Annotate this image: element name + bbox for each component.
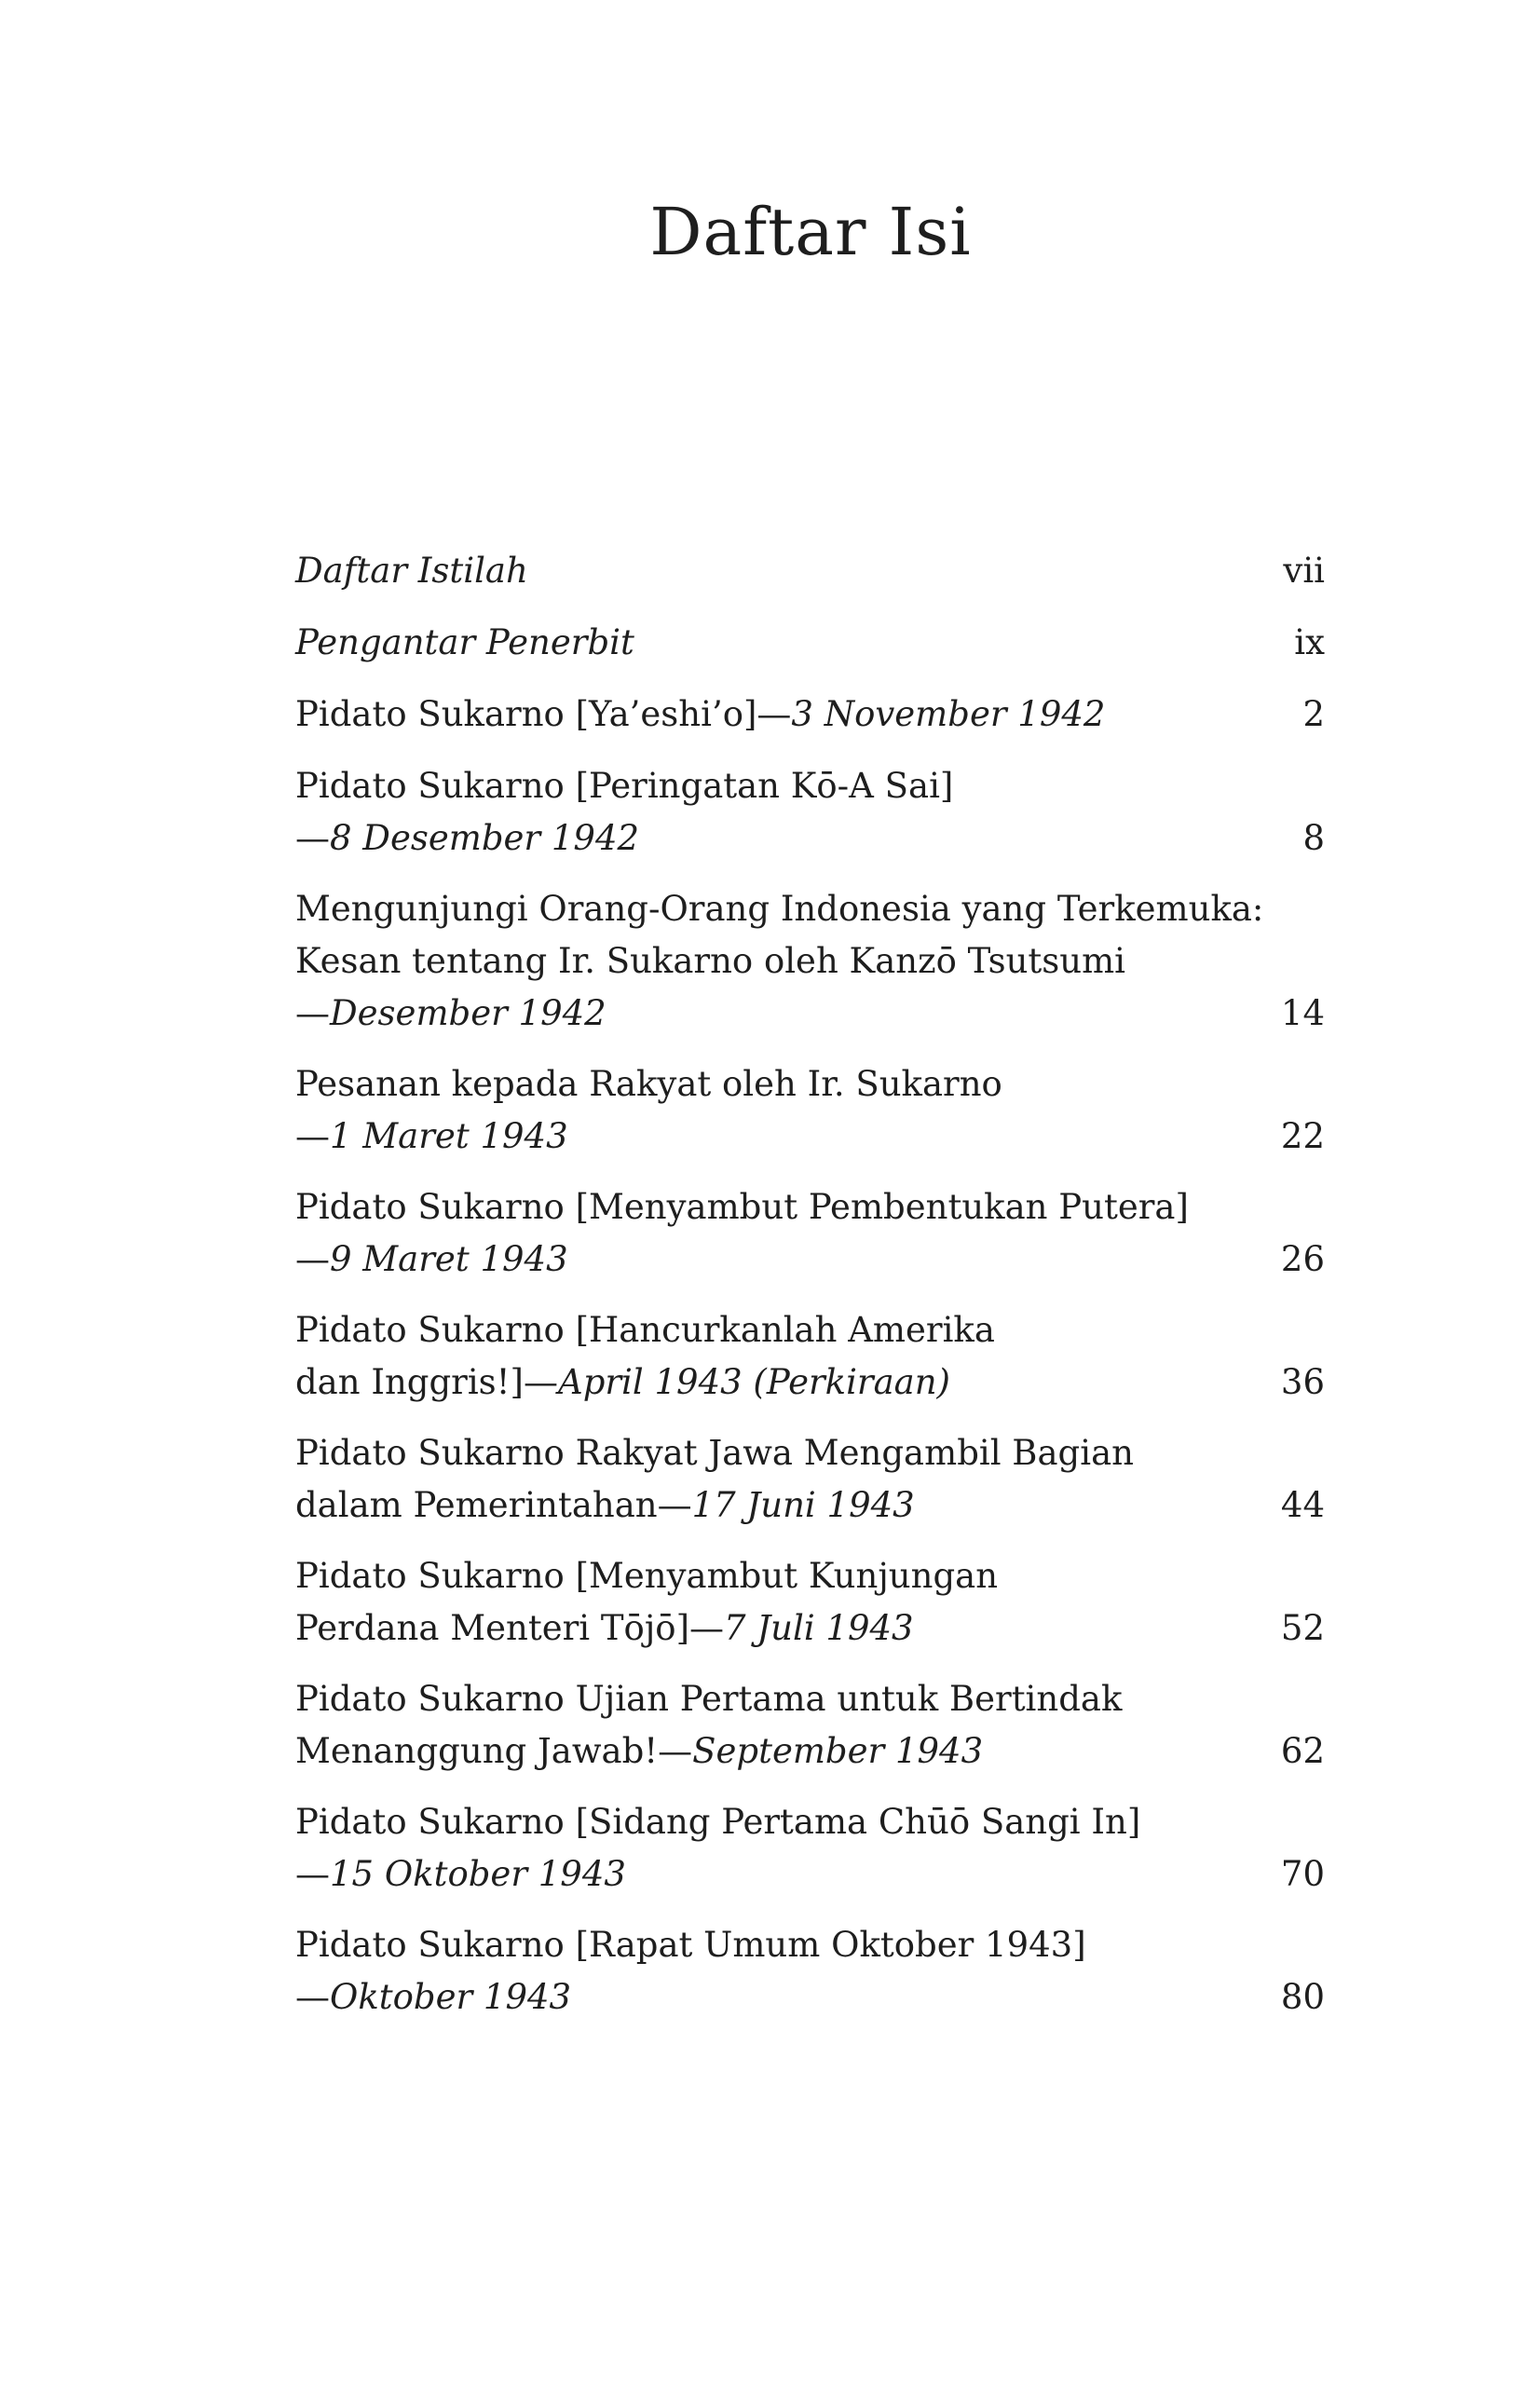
- entry-title: [295, 883, 1263, 1040]
- toc-entry: [295, 1181, 1325, 1286]
- toc-entry: [295, 1304, 1325, 1409]
- entry-title: [295, 1058, 1002, 1163]
- entry-title-line: [295, 1848, 1140, 1901]
- page-number: 44: [1280, 1485, 1325, 1525]
- page-number: 52: [1280, 1608, 1325, 1648]
- entry-title-text: —: [295, 1977, 330, 2017]
- toc-entry: [295, 1673, 1325, 1778]
- entry-title-line: [295, 1111, 1002, 1163]
- entry-title-line: [295, 1796, 1140, 1848]
- entry-date-text: Desember 1942: [330, 993, 606, 1033]
- entry-date-text: 17 Juni 1943: [691, 1485, 915, 1525]
- entry-date-text: Daftar Istilah: [295, 551, 528, 591]
- page-number: 8: [1302, 818, 1325, 858]
- entry-title-line: [295, 1304, 995, 1356]
- entry-title-line: [295, 688, 1105, 741]
- entry-title-text: Mengunjungi Orang-Orang Indonesia yang Terkemuka:: [295, 889, 1264, 929]
- entry-title: [295, 617, 634, 669]
- entry-title-text: Perdana Menteri Tōjō]—: [295, 1608, 725, 1648]
- entry-title-text: Pidato Sukarno [Menyambut Pembentukan Putera]: [295, 1187, 1189, 1227]
- toc-entry: [295, 617, 1325, 669]
- entry-title-text: —: [295, 993, 330, 1033]
- entry-title-line: [295, 935, 1263, 988]
- toc-entry: [295, 688, 1325, 741]
- entry-date-text: April 1943 (Perkiraan): [557, 1362, 950, 1402]
- entry-title-text: —: [295, 1116, 330, 1156]
- page-number: 80: [1280, 1977, 1325, 2017]
- entry-date-text: 7 Juli 1943: [724, 1608, 914, 1648]
- entry-title-text: Pidato Sukarno [Ya’eshi’o]—: [295, 694, 792, 734]
- entry-title: [295, 688, 1105, 741]
- entry-title-text: Pesanan kepada Rakyat oleh Ir. Sukarno: [295, 1064, 1002, 1104]
- entry-title-line: [295, 1602, 998, 1655]
- entry-date-text: 1 Maret 1943: [330, 1116, 568, 1156]
- entry-title-text: Pidato Sukarno [Sidang Pertama Chūō Sangi In]: [295, 1802, 1141, 1842]
- entry-title: [295, 1427, 1134, 1532]
- entry-title-text: —: [295, 1854, 330, 1894]
- entry-title-text: —: [295, 818, 330, 858]
- toc-entry: [295, 883, 1325, 1040]
- entry-date-text: 8 Desember 1942: [330, 818, 640, 858]
- page-number: 70: [1280, 1854, 1325, 1894]
- page-number: 14: [1280, 993, 1325, 1033]
- toc-entry: [295, 545, 1325, 597]
- toc-entry: [295, 1796, 1325, 1901]
- entry-title-line: [295, 1673, 1122, 1725]
- entry-date-text: Pengantar Penerbit: [295, 622, 634, 662]
- entry-title-line: [295, 1971, 1086, 2024]
- entry-title-line: [295, 760, 953, 812]
- page-number: 62: [1280, 1731, 1325, 1771]
- entry-title: [295, 1796, 1140, 1901]
- entry-date-text: September 1943: [692, 1731, 984, 1771]
- entry-title-line: [295, 1550, 998, 1602]
- entry-date-text: 15 Oktober 1943: [330, 1854, 626, 1894]
- toc-entry: [295, 1058, 1325, 1163]
- entry-title: [295, 1673, 1122, 1778]
- entry-title-line: [295, 1427, 1134, 1479]
- entry-title-text: Pidato Sukarno [Menyambut Kunjungan: [295, 1556, 999, 1596]
- entry-title-line: [295, 812, 953, 865]
- toc-entry: [295, 1550, 1325, 1655]
- entry-title-text: Pidato Sukarno [Rapat Umum Oktober 1943]: [295, 1925, 1086, 1965]
- entry-title-text: Pidato Sukarno [Peringatan Kō-A Sai]: [295, 766, 954, 806]
- page-number: 26: [1280, 1239, 1325, 1279]
- toc-entry: [295, 760, 1325, 865]
- entry-title-text: Pidato Sukarno [Hancurkanlah Amerika: [295, 1310, 995, 1350]
- entry-date-text: 9 Maret 1943: [330, 1239, 568, 1279]
- page-number: vii: [1283, 551, 1325, 591]
- entry-title: [295, 545, 528, 597]
- entry-title: [295, 1550, 998, 1655]
- entry-title-text: —: [295, 1239, 330, 1279]
- entry-title-text: dan Inggris!]—: [295, 1362, 558, 1402]
- entry-title-line: [295, 545, 528, 597]
- toc-entry: [295, 1427, 1325, 1532]
- entry-title-text: Menanggung Jawab!—: [295, 1731, 693, 1771]
- entry-title: [295, 760, 953, 865]
- page-number: ix: [1294, 622, 1325, 662]
- entry-title-line: [295, 1233, 1189, 1286]
- entry-date-text: Oktober 1943: [330, 1977, 572, 2017]
- toc-entry: [295, 1919, 1325, 2024]
- entry-title-text: Kesan tentang Ir. Sukarno oleh Kanzō Tsutsumi: [295, 941, 1126, 981]
- page-number: 2: [1302, 694, 1325, 734]
- entry-title-line: [295, 1919, 1086, 1971]
- page-number: 36: [1280, 1362, 1325, 1402]
- entry-title-line: [295, 1058, 1002, 1111]
- entry-date-text: 3 November 1942: [791, 694, 1106, 734]
- table-of-contents: [295, 545, 1325, 2042]
- entry-title-text: dalam Pemerintahan—: [295, 1485, 692, 1525]
- entry-title-line: [295, 988, 1263, 1040]
- entry-title-line: [295, 1356, 995, 1409]
- page-title: Daftar Isi: [649, 194, 972, 270]
- entry-title: [295, 1181, 1189, 1286]
- entry-title-line: [295, 617, 634, 669]
- page-number: 22: [1280, 1116, 1325, 1156]
- entry-title-text: Pidato Sukarno Ujian Pertama untuk Bertindak: [295, 1679, 1123, 1719]
- entry-title-line: [295, 1479, 1134, 1532]
- entry-title: [295, 1304, 995, 1409]
- entry-title-text: Pidato Sukarno Rakyat Jawa Mengambil Bagian: [295, 1433, 1134, 1473]
- entry-title: [295, 1919, 1086, 2024]
- entry-title-line: [295, 1725, 1122, 1778]
- entry-title-line: [295, 1181, 1189, 1233]
- entry-title-line: [295, 883, 1263, 935]
